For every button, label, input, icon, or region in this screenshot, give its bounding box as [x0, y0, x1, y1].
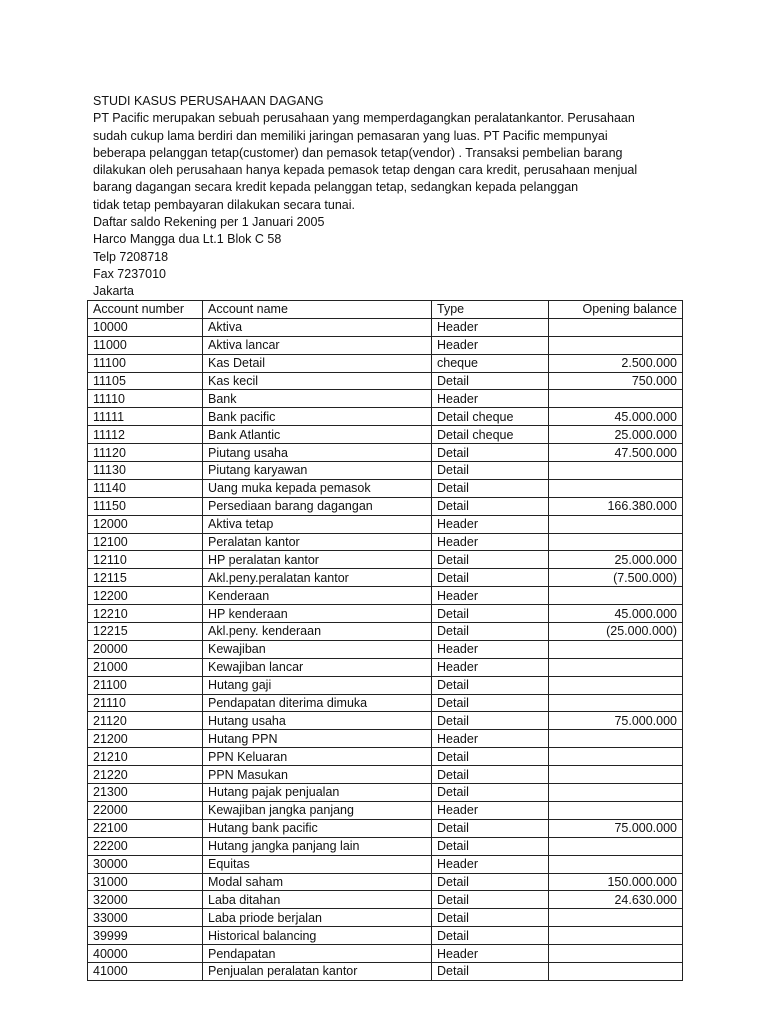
description-line: barang dagangan secara kredit kepada pelanggan tetap, sedangkan kepada pelanggan	[93, 180, 579, 195]
opening-balance-cell	[549, 318, 683, 336]
opening-balance-cell	[549, 533, 683, 551]
account-type-cell: Header	[432, 587, 549, 605]
account-type-cell: Header	[432, 515, 549, 533]
opening-balance-cell	[549, 462, 683, 480]
opening-balance-cell: 25.000.000	[549, 551, 683, 569]
account-type-cell: Header	[432, 533, 549, 551]
table-row	[88, 426, 683, 444]
account-number-cell: 21120	[88, 712, 203, 730]
account-type-cell: Header	[432, 640, 549, 658]
opening-balance-cell	[549, 658, 683, 676]
table-row	[88, 515, 683, 533]
account-name-cell: Aktiva	[203, 318, 432, 336]
account-type-cell: Detail	[432, 623, 549, 641]
header-account-name: Account name	[203, 301, 432, 319]
account-number-cell: 12110	[88, 551, 203, 569]
table-row	[88, 891, 683, 909]
account-number-cell: 10000	[88, 318, 203, 336]
table-row	[88, 479, 683, 497]
opening-balance-cell	[549, 909, 683, 927]
account-name-cell: Aktiva tetap	[203, 515, 432, 533]
account-number-cell: 21200	[88, 730, 203, 748]
account-number-cell: 31000	[88, 873, 203, 891]
opening-balance-cell	[549, 748, 683, 766]
account-name-cell: PPN Masukan	[203, 766, 432, 784]
account-type-cell: Detail	[432, 497, 549, 515]
account-number-cell: 21210	[88, 748, 203, 766]
table-row	[88, 837, 683, 855]
account-number-cell: 11000	[88, 336, 203, 354]
table-header-row	[88, 301, 683, 319]
account-name-cell: Laba priode berjalan	[203, 909, 432, 927]
account-name-cell: Peralatan kantor	[203, 533, 432, 551]
account-name-cell: HP kenderaan	[203, 605, 432, 623]
table-row	[88, 336, 683, 354]
intro-text	[93, 93, 693, 301]
account-number-cell: 11130	[88, 462, 203, 480]
account-number-cell: 12200	[88, 587, 203, 605]
account-type-cell: Header	[432, 855, 549, 873]
account-number-cell: 40000	[88, 945, 203, 963]
opening-balance-cell	[549, 766, 683, 784]
account-number-cell: 21000	[88, 658, 203, 676]
account-type-cell: Detail	[432, 784, 549, 802]
account-type-cell: Header	[432, 801, 549, 819]
account-name-cell: Bank	[203, 390, 432, 408]
table-row	[88, 640, 683, 658]
account-name-cell: Pendapatan	[203, 945, 432, 963]
table-row	[88, 497, 683, 515]
table-row	[88, 623, 683, 641]
account-number-cell: 11150	[88, 497, 203, 515]
account-type-cell: Header	[432, 336, 549, 354]
account-type-cell: Detail	[432, 551, 549, 569]
account-number-cell: 41000	[88, 962, 203, 980]
opening-balance-cell	[549, 479, 683, 497]
account-name-cell: Kewajiban jangka panjang	[203, 801, 432, 819]
account-type-cell: Detail	[432, 748, 549, 766]
account-number-cell: 20000	[88, 640, 203, 658]
opening-balance-cell	[549, 336, 683, 354]
account-type-cell: Detail	[432, 819, 549, 837]
account-type-cell: Detail	[432, 444, 549, 462]
table-row	[88, 927, 683, 945]
opening-balance-cell: 24.630.000	[549, 891, 683, 909]
table-row	[88, 766, 683, 784]
account-name-cell: Laba ditahan	[203, 891, 432, 909]
table-row	[88, 372, 683, 390]
account-type-cell: Header	[432, 730, 549, 748]
company-fax: Fax 7237010	[93, 266, 166, 281]
table-row	[88, 784, 683, 802]
table-row	[88, 318, 683, 336]
account-type-cell: cheque	[432, 354, 549, 372]
document-title: STUDI KASUS PERUSAHAAN DAGANG	[93, 94, 324, 108]
table-row	[88, 354, 683, 372]
account-balance-table	[87, 300, 683, 981]
account-type-cell: Detail	[432, 694, 549, 712]
account-name-cell: Akl.peny.peralatan kantor	[203, 569, 432, 587]
table-row	[88, 909, 683, 927]
opening-balance-cell	[549, 676, 683, 694]
table-row	[88, 533, 683, 551]
table-row	[88, 712, 683, 730]
account-name-cell: Hutang usaha	[203, 712, 432, 730]
account-name-cell: Modal saham	[203, 873, 432, 891]
opening-balance-cell	[549, 515, 683, 533]
account-name-cell: Penjualan peralatan kantor	[203, 962, 432, 980]
opening-balance-cell	[549, 962, 683, 980]
account-type-cell: Detail	[432, 873, 549, 891]
opening-balance-cell	[549, 694, 683, 712]
account-name-cell: Historical balancing	[203, 927, 432, 945]
account-number-cell: 33000	[88, 909, 203, 927]
header-type: Type	[432, 301, 549, 319]
opening-balance-cell: 45.000.000	[549, 408, 683, 426]
account-type-cell: Detail	[432, 676, 549, 694]
opening-balance-cell: 166.380.000	[549, 497, 683, 515]
opening-balance-cell: 75.000.000	[549, 712, 683, 730]
table-row	[88, 676, 683, 694]
opening-balance-cell	[549, 855, 683, 873]
account-type-cell: Detail	[432, 462, 549, 480]
account-type-cell: Header	[432, 318, 549, 336]
table-row	[88, 819, 683, 837]
table-row	[88, 730, 683, 748]
company-phone: Telp 7208718	[93, 249, 169, 264]
account-name-cell: Kas kecil	[203, 372, 432, 390]
opening-balance-cell: 150.000.000	[549, 873, 683, 891]
header-account-number: Account number	[88, 301, 203, 319]
account-type-cell: Detail	[432, 962, 549, 980]
table-row	[88, 390, 683, 408]
account-number-cell: 11140	[88, 479, 203, 497]
company-city: Jakarta	[93, 284, 134, 299]
account-type-cell: Detail cheque	[432, 408, 549, 426]
account-type-cell: Detail	[432, 766, 549, 784]
account-name-cell: Persediaan barang dagangan	[203, 497, 432, 515]
account-type-cell: Detail	[432, 479, 549, 497]
table-row	[88, 658, 683, 676]
opening-balance-cell	[549, 784, 683, 802]
account-number-cell: 22100	[88, 819, 203, 837]
account-number-cell: 12215	[88, 623, 203, 641]
company-address: Harco Mangga dua Lt.1 Blok C 58	[93, 232, 282, 247]
account-name-cell: Uang muka kepada pemasok	[203, 479, 432, 497]
account-type-cell: Detail	[432, 569, 549, 587]
account-number-cell: 11100	[88, 354, 203, 372]
account-type-cell: Detail	[432, 372, 549, 390]
account-number-cell: 12115	[88, 569, 203, 587]
account-number-cell: 21220	[88, 766, 203, 784]
account-type-cell: Detail	[432, 712, 549, 730]
table-row	[88, 855, 683, 873]
description-line: dilakukan oleh perusahaan hanya kepada pemasok tetap dengan cara kredit, perusahaan menjual	[93, 163, 638, 178]
account-type-cell: Detail	[432, 605, 549, 623]
table-row	[88, 873, 683, 891]
account-name-cell: Aktiva lancar	[203, 336, 432, 354]
opening-balance-cell: 750.000	[549, 372, 683, 390]
account-number-cell: 11110	[88, 390, 203, 408]
account-name-cell: Hutang bank pacific	[203, 819, 432, 837]
account-name-cell: HP peralatan kantor	[203, 551, 432, 569]
account-type-cell: Detail	[432, 891, 549, 909]
account-name-cell: Kewajiban	[203, 640, 432, 658]
account-number-cell: 12210	[88, 605, 203, 623]
table-row	[88, 444, 683, 462]
account-number-cell: 39999	[88, 927, 203, 945]
opening-balance-cell	[549, 587, 683, 605]
account-name-cell: Pendapatan diterima dimuka	[203, 694, 432, 712]
account-name-cell: Bank pacific	[203, 408, 432, 426]
account-number-cell: 11120	[88, 444, 203, 462]
account-number-cell: 22200	[88, 837, 203, 855]
table-row	[88, 462, 683, 480]
table-row	[88, 748, 683, 766]
opening-balance-cell: (7.500.000)	[549, 569, 683, 587]
description-line: sudah cukup lama berdiri dan memiliki jaringan pemasaran yang luas. PT Pacific mempunyai	[93, 128, 608, 143]
account-name-cell: Hutang gaji	[203, 676, 432, 694]
description-line: beberapa pelanggan tetap(customer) dan pemasok tetap(vendor) . Transaksi pembelian barang	[93, 145, 623, 160]
account-number-cell: 11111	[88, 408, 203, 426]
account-name-cell: Kewajiban lancar	[203, 658, 432, 676]
account-name-cell: Hutang jangka panjang lain	[203, 837, 432, 855]
table-row	[88, 408, 683, 426]
account-number-cell: 32000	[88, 891, 203, 909]
opening-balance-cell	[549, 837, 683, 855]
opening-balance-cell: 45.000.000	[549, 605, 683, 623]
table-row	[88, 587, 683, 605]
table-row	[88, 551, 683, 569]
opening-balance-cell	[549, 640, 683, 658]
account-type-cell: Detail	[432, 909, 549, 927]
account-type-cell: Header	[432, 945, 549, 963]
table-row	[88, 962, 683, 980]
account-name-cell: Kas Detail	[203, 354, 432, 372]
account-number-cell: 12000	[88, 515, 203, 533]
account-number-cell: 11112	[88, 426, 203, 444]
table-row	[88, 945, 683, 963]
account-number-cell: 11105	[88, 372, 203, 390]
account-number-cell: 21300	[88, 784, 203, 802]
opening-balance-cell	[549, 730, 683, 748]
account-name-cell: PPN Keluaran	[203, 748, 432, 766]
account-number-cell: 21100	[88, 676, 203, 694]
opening-balance-cell	[549, 801, 683, 819]
account-type-cell: Header	[432, 390, 549, 408]
opening-balance-cell: (25.000.000)	[549, 623, 683, 641]
account-number-cell: 21110	[88, 694, 203, 712]
account-name-cell: Hutang pajak penjualan	[203, 784, 432, 802]
table-row	[88, 605, 683, 623]
account-name-cell: Hutang PPN	[203, 730, 432, 748]
table-row	[88, 801, 683, 819]
account-name-cell: Akl.peny. kenderaan	[203, 623, 432, 641]
account-number-cell: 30000	[88, 855, 203, 873]
account-type-cell: Header	[432, 658, 549, 676]
opening-balance-cell	[549, 945, 683, 963]
account-name-cell: Piutang karyawan	[203, 462, 432, 480]
account-type-cell: Detail	[432, 927, 549, 945]
opening-balance-cell: 2.500.000	[549, 354, 683, 372]
description-line: PT Pacific merupakan sebuah perusahaan yang memperdagangkan peralatankantor. Perusahaan	[93, 111, 635, 126]
header-opening-balance: Opening balance	[549, 301, 683, 319]
table-row	[88, 694, 683, 712]
account-number-cell: 12100	[88, 533, 203, 551]
account-name-cell: Piutang usaha	[203, 444, 432, 462]
account-type-cell: Detail cheque	[432, 426, 549, 444]
account-name-cell: Kenderaan	[203, 587, 432, 605]
account-name-cell: Equitas	[203, 855, 432, 873]
table-body	[88, 318, 683, 980]
opening-balance-cell: 25.000.000	[549, 426, 683, 444]
opening-balance-cell: 47.500.000	[549, 444, 683, 462]
opening-balance-cell	[549, 927, 683, 945]
account-type-cell: Detail	[432, 837, 549, 855]
balance-list-date: Daftar saldo Rekening per 1 Januari 2005	[93, 215, 325, 230]
opening-balance-cell	[549, 390, 683, 408]
account-name-cell: Bank Atlantic	[203, 426, 432, 444]
account-number-cell: 22000	[88, 801, 203, 819]
opening-balance-cell: 75.000.000	[549, 819, 683, 837]
description-line: tidak tetap pembayaran dilakukan secara tunai.	[93, 197, 355, 212]
table-row	[88, 569, 683, 587]
